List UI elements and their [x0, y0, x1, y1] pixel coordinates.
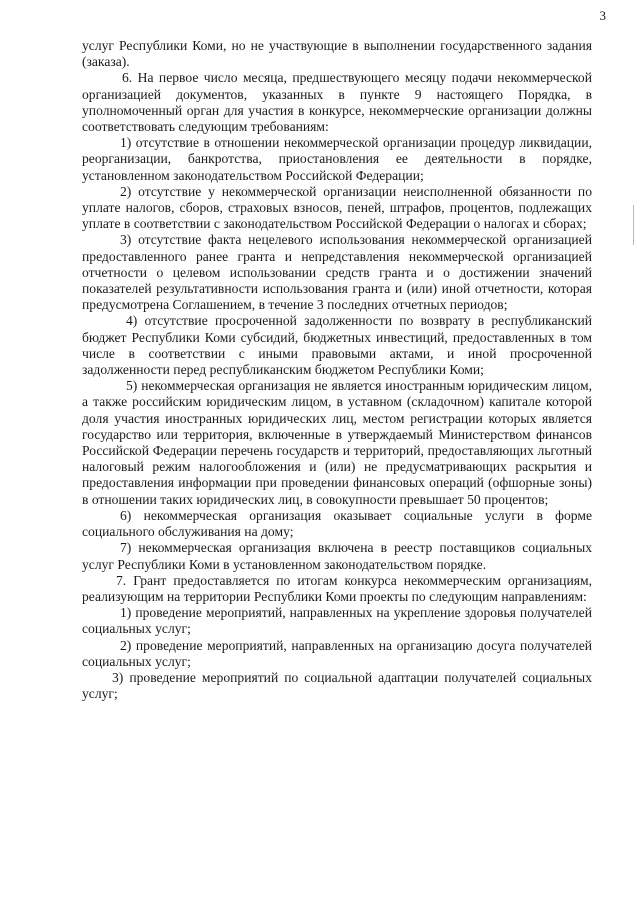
requirement-3: 3) отсутствие факта нецелевого использования некоммерческой организацией предоставленного ранее гранта и непредставления некоммерческой организацией отчетности о целевом использовании средств гранта и о достижении значений показателей результативности использования гранта и (или) иной отчетности, которая предусмотрена Соглашением, в течение 3 последних отчетных периодов; — [82, 232, 592, 313]
paragraph-item-7: 7. Грант предоставляется по итогам конкурса некоммерческим организациям, реализующим на территории Республики Коми проекты по следующим направлениям: — [82, 572, 592, 604]
page-number: 3 — [599, 8, 606, 23]
requirement-7: 7) некоммерческая организация включена в реестр поставщиков социальных услуг Республики Коми в установленном законодательством порядке. — [82, 540, 592, 572]
requirement-5: 5) некоммерческая организация не является иностранным юридическим лицом, а также российским юридическим лицом, в уставном (складочном) капитале которой доля участия иностранных юридических лиц, местом регистрации которых является государство или территория, включенные в утверждаемый Министерством финансов Российской Федерации перечень государств и территорий, предоставляющих льготный налоговый режим налогообложения и (или) не предусматривающих раскрытия и предоставления информации при проведении финансовых операций (офшорные зоны) в отношении таких юридических лиц, в совокупности превышает 50 процентов; — [82, 378, 592, 507]
scan-edge-mark — [633, 205, 634, 245]
paragraph-item-6: 6. На первое число месяца, предшествующего месяцу подачи некоммерческой организацией документов, указанных в пункте 9 настоящего Порядка, в уполномоченный орган для участия в конкурсе, некоммерческие организации должны соответствовать следующим требованиям: — [82, 70, 592, 135]
direction-1: 1) проведение мероприятий, направленных на укрепление здоровья получателей социальных услуг; — [82, 605, 592, 637]
direction-3: 3) проведение мероприятий по социальной адаптации получателей социальных услуг; — [82, 669, 592, 702]
requirement-6: 6) некоммерческая организация оказывает социальные услуги в форме социального обслуживания на дому; — [82, 507, 592, 540]
direction-2: 2) проведение мероприятий, направленных на организацию досуга получателей социальных услуг; — [82, 637, 592, 669]
requirement-1: 1) отсутствие в отношении некоммерческой организации процедур ликвидации, реорганизации, банкротства, приостановления ее деятельности в порядке, установленном законодательством Российской Федерации; — [82, 135, 592, 183]
requirement-2: 2) отсутствие у некоммерческой организации неисполненной обязанности по уплате налогов, сборов, страховых взносов, пеней, штрафов, процентов, подлежащих уплате в соответствии с законодательством Российской Федерации о налогах и сборах; — [82, 183, 592, 232]
document-body — [82, 38, 592, 702]
requirement-4: 4) отсутствие просроченной задолженности по возврату в республиканский бюджет Республики Коми субсидий, бюджетных инвестиций, предоставленных в том числе в соответствии с иными правовыми актами, и иной просроченной задолженности перед республиканским бюджетом Республики Коми; — [82, 313, 592, 378]
paragraph-continuation: услуг Республики Коми, но не участвующие в выполнении государственного задания (заказа). — [82, 38, 592, 70]
